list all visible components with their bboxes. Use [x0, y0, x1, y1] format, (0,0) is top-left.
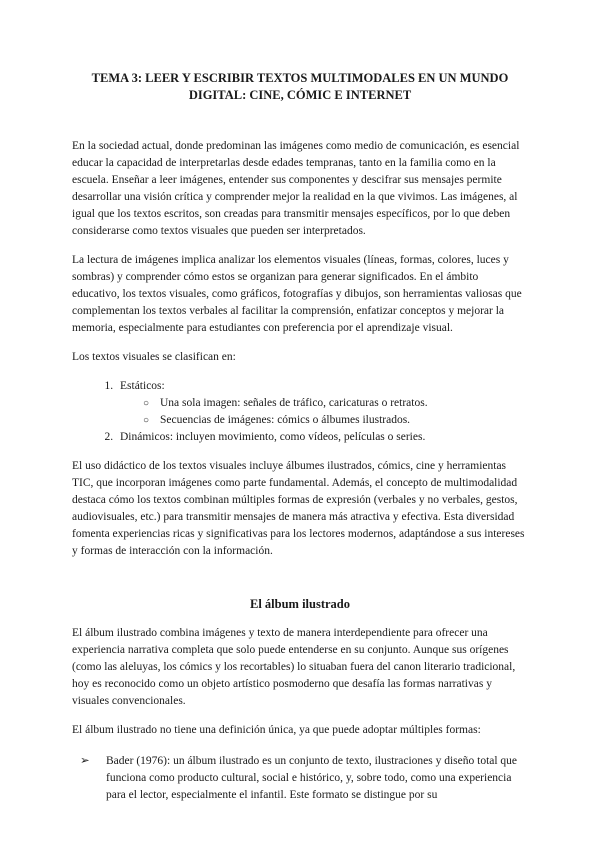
document-title: TEMA 3: LEER Y ESCRIBIR TEXTOS MULTIMODALES EN UN MUNDO DIGITAL: CINE, CÓMIC E INTERNET: [91, 71, 509, 102]
arrow-bullet-icon: ➢: [80, 755, 90, 767]
paragraph-classification-intro: Los textos visuales se clasifican en:: [72, 351, 236, 363]
sub-list-item: ○ Secuencias de imágenes: cómics o álbumes ilustrados.: [160, 412, 528, 429]
definitions-list: [72, 753, 528, 804]
list-item: [72, 753, 528, 804]
classification-list: [72, 378, 528, 446]
sub-list: [120, 395, 528, 429]
list-item: [116, 429, 528, 446]
paragraph-intro: En la sociedad actual, donde predominan las imágenes como medio de comunicación, es esencial educar la capacidad de interpretarlas desde edades tempranas, tanto en la familia como en la escuela. Enseñar a leer imágenes, entender sus componentes y descifrar sus mensajes permite desarrollar una visión crítica y comprender mejor la realidad en la que vivimos. Las imágenes, al igual que los textos escritos, son creadas para transmitir mensajes específicos, por lo que deben considerarse como textos visuales que pueden ser interpretados.: [72, 140, 520, 237]
sub-list-item: ○ Una sola imagen: señales de tráfico, caricaturas o retratos.: [160, 395, 528, 412]
paragraph-album-intro: El álbum ilustrado combina imágenes y texto de manera interdependiente para ofrecer una experiencia narrativa completa que solo puede entenderse en su conjunto. Aunque sus orígenes (como las aleluyas, los cómics y los recortables) lo situaban fuera del canon literario tradicional, hoy es reconocido como un objeto artístico posmoderno que desafía las formas narrativas y visuales convencionales.: [72, 627, 516, 707]
paragraph-didactic-use: El uso didáctico de los textos visuales incluye álbumes ilustrados, cómics, cine y herramientas TIC, que incorporan imágenes como parte fundamental. Además, el concepto de multimodalidad destaca cómo los textos combinan múltiples formas de expresión (verbales y no verbales, gestos, audiovisuales, etc.) para transmitir mensajes de manera más atractiva y efectiva. Esta diversidad fomenta experiencias ricas y significativas para los lectores modernos, adaptándose a sus intereses y formas de interacción con la información.: [72, 460, 525, 557]
list-item-text: Bader (1976): un álbum ilustrado es un conjunto de texto, ilustraciones y diseño total que funciona como producto cultural, social e histórico, y, sobre todo, como una experiencia para el lector, especialmente el infantil. Este formato se distingue por su: [106, 755, 518, 801]
paragraph-album-definition: El álbum ilustrado no tiene una definición única, ya que puede adoptar múltiples formas:: [72, 724, 481, 736]
list-item-label: Dinámicos: incluyen movimiento, como vídeos, películas o series.: [120, 431, 426, 443]
list-item: [116, 378, 528, 429]
section-heading: El álbum ilustrado: [249, 597, 351, 611]
paragraph-image-reading: La lectura de imágenes implica analizar los elementos visuales (líneas, formas, colores, luces y sombras) y comprender cómo estos se organizan para generar significados. En el ámbito educativo, los textos visuales, como gráficos, fotografías y dibujos, son herramientas valiosas que complementan los textos verbales al facilitar la comprensión, enfatizar conceptos y mejorar la memoria, especialmente para estudiantes con preferencia por el aprendizaje visual.: [72, 254, 522, 334]
list-item-label: Estáticos:: [120, 380, 165, 392]
